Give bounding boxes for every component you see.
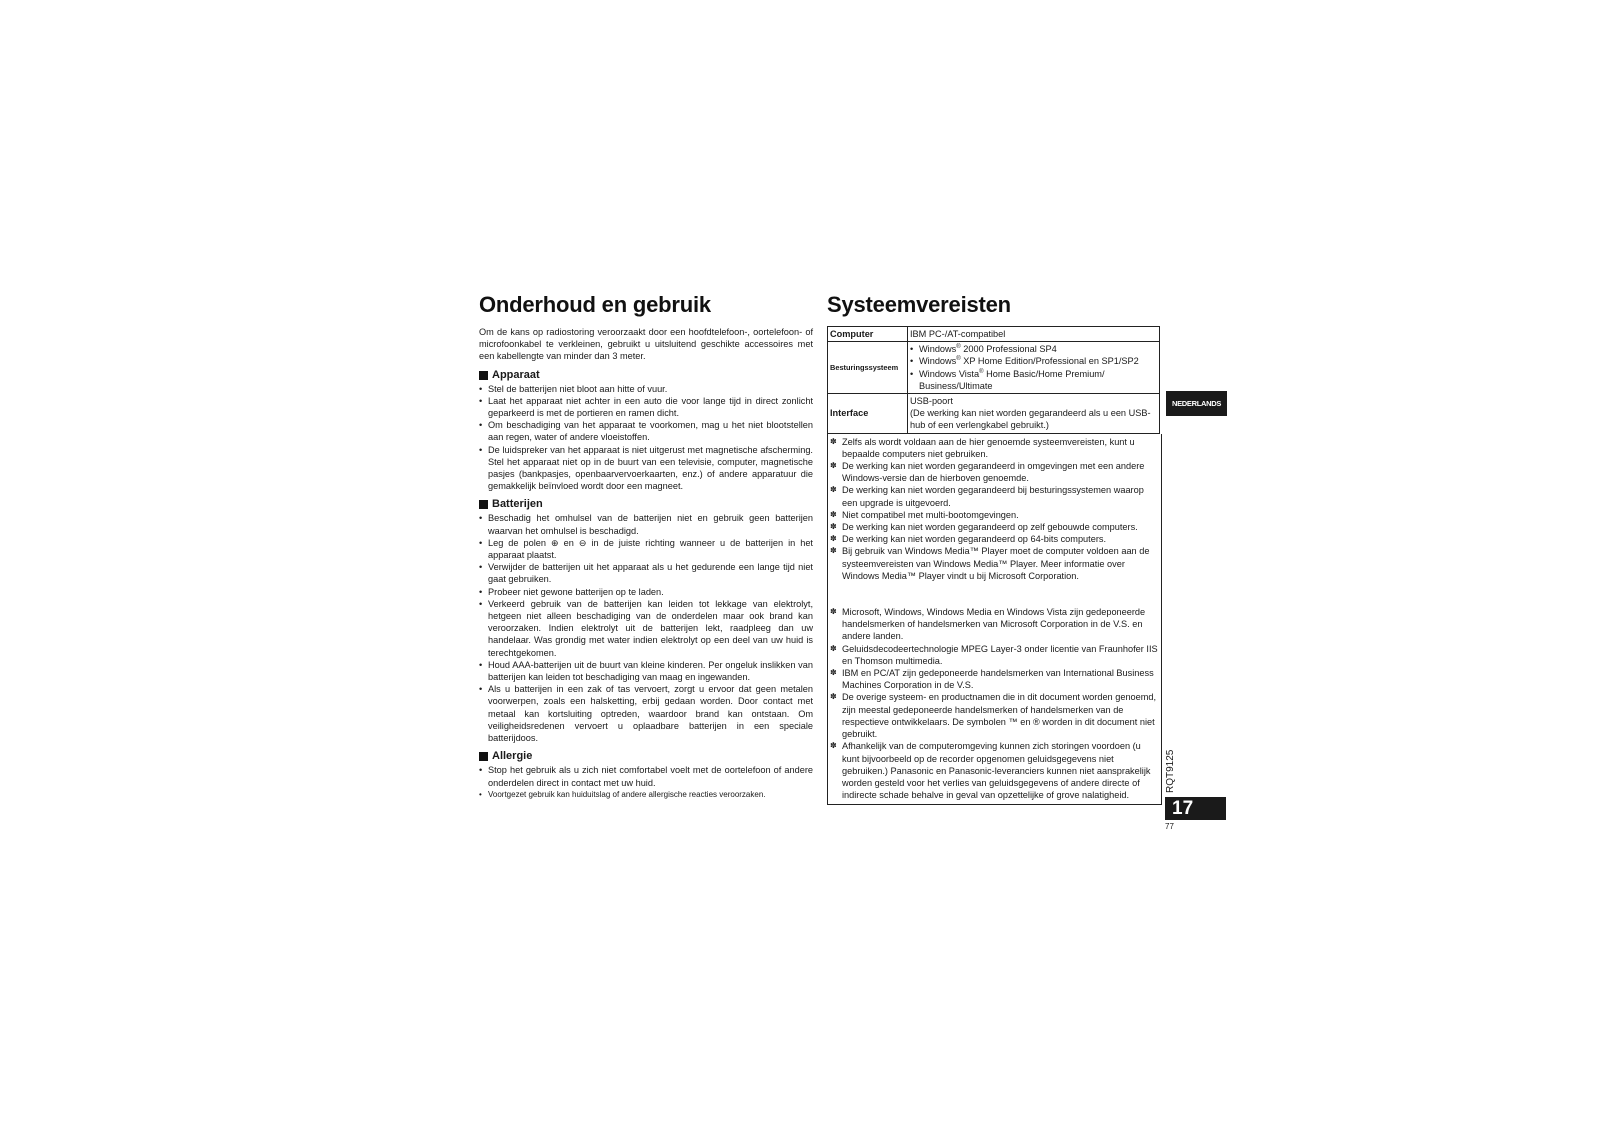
note-item: ✽ Zelfs als wordt voldaan aan de hier genoemde systeemvereisten, kunt u bepaalde computers niet gebruiken. [830,436,1159,460]
os-item: • Windows® 2000 Professional SP4 [910,343,1157,355]
list-item: • Beschadig het omhulsel van de batterijen niet en gebruik geen batterijen waarvan het omhulsel is beschadigd. [479,512,813,536]
trademark-item: ✽ IBM en PC/AT zijn gedeponeerde handelsmerken van International Business Machines Corporation in de V.S. [830,667,1159,691]
os-item-continued: Business/Ultimate [919,380,993,391]
list-item: • Voortgezet gebruik kan huiduitslag of andere allergische reacties veroorzaken. [479,789,813,801]
note-item: ✽ De werking kan niet worden gegarandeerd op 64-bits computers. [830,533,1159,545]
table-value [908,342,1160,394]
list-item: • Als u batterijen in een zak of tas vervoert, zorgt u ervoor dat geen metalen voorwerpen, zoals een halsketting, erbij gedaan worden. Door contact met metaal kan kortsluiting optreden, waardoor brand kan ontstaan. Om veiligheidsredenen vervoert u oplaadbare batterijen in een speciale batterijdoos. [479,683,813,744]
list-item: • Verwijder de batterijen uit het apparaat als u het gedurende een lange tijd niet gaat gebruiken. [479,561,813,585]
list-apparaat [479,383,813,493]
list-item: • Stop het gebruik als u zich niet comfortabel voelt met de oortelefoon of andere onderdelen direct in contact met uw huid. [479,764,813,788]
section-title-system-requirements: Systeemvereisten [827,292,1011,317]
os-item: • Windows Vista® Home Basic/Home Premium/ [910,368,1157,380]
note-item: ✽ Niet compatibel met multi-bootomgevingen. [830,509,1159,521]
note-item: ✽ De werking kan niet worden gegarandeerd op zelf gebouwde computers. [830,521,1159,533]
requirements-table [827,326,1160,434]
trademark-item: ✽ Microsoft, Windows, Windows Media en Windows Vista zijn gedeponeerde handelsmerken of handelsmerken van Microsoft Corporation in de V.S. en andere landen. [830,606,1159,643]
left-column [479,292,813,801]
square-bullet-icon [479,500,488,509]
table-value: IBM PC-/AT-compatibel [908,327,1160,342]
table-label: Computer [828,327,908,342]
table-row [828,327,1160,342]
page-sub-number: 77 [1165,822,1174,831]
list-item: • Stel de batterijen niet bloot aan hitte of vuur. [479,383,813,395]
table-value: USB-poort (De werking kan niet worden gegarandeerd als u een USB-hub of een verlengkabel gebruikt.) [908,394,1160,434]
right-column [827,292,1163,805]
square-bullet-icon [479,752,488,761]
language-tab: NEDERLANDS [1166,391,1227,416]
list-item: • De luidspreker van het apparaat is niet uitgerust met magnetische afscherming. Stel het apparaat niet op in de buurt van een televisie, computer, magnetische pasjes (bankpasjes, openbaarvervoerkaarten, enz.) of andere apparatuur die gemakkelijk beïnvloed wordt door een magneet. [479,444,813,493]
list-item: • Laat het apparaat niet achter in een auto die voor lange tijd in direct zonlicht geparkeerd is met de portieren en ramen dicht. [479,395,813,419]
heading-batterijen: Batterijen [479,498,813,511]
table-label: Besturingssysteem [828,342,908,394]
list-item: • Verkeerd gebruik van de batterijen kan leiden tot lekkage van elektrolyt, hetgeen niet alleen beschadiging van de onderdelen maar ook brand kan veroorzaken. Indien elektrolyt uit de batterijen lekt, raadpleeg dan uw handelaar. Was grondig met water indien elektrolyt op een deel van uw huid is terechtgekomen. [479,598,813,659]
note-item: ✽ De werking kan niet worden gegarandeerd in omgevingen met een andere Windows-versie dan de hierboven genoemde. [830,460,1159,484]
heading-allergie: Allergie [479,750,813,763]
list-item: • Leg de polen ⊕ en ⊖ in de juiste richting wanneer u de batterijen in het apparaat plaatst. [479,537,813,561]
trademark-item: ✽ Afhankelijk van de computeromgeving kunnen zich storingen voordoen (u kunt bijvoorbeeld op de recorder opgenomen geluidsgegevens niet gebruiken.) Panasonic en Panasonic-leveranciers kunnen niet aansprakelijk worden gesteld voor het verlies van geluidsgegevens of andere directe of indirecte schade behalve in geval van opzettelijke of grove nalatigheid. [830,740,1159,801]
note-item: ✽ Bij gebruik van Windows Media™ Player moet de computer voldoen aan de systeemvereisten van Windows Media™ Player. Meer informatie over Windows Media™ Player vindt u bij Microsoft Corporation. [830,545,1159,582]
note-item: ✽ De werking kan niet worden gegarandeerd bij besturingssystemen waarop een upgrade is uitgevoerd. [830,484,1159,508]
list-item: • Om beschadiging van het apparaat te voorkomen, mag u het niet blootstellen aan regen, water of andere vloeistoffen. [479,419,813,443]
heading-apparaat: Apparaat [479,369,813,382]
list-allergie [479,764,813,801]
trademark-item: ✽ Geluidsdecodeertechnologie MPEG Layer-3 onder licentie van Fraunhofer IIS en Thomson multimedia. [830,643,1159,667]
page-number: 17 [1165,797,1226,820]
os-item: • Windows® XP Home Edition/Professional en SP1/SP2 [910,355,1157,367]
document-code: RQT9125 [1165,749,1176,793]
intro-paragraph: Om de kans op radiostoring veroorzaakt door een hoofdtelefoon-, oortelefoon- of microfoonkabel te verkleinen, gebruikt u uitsluitend geschikte accessoires met een kabellengte van minder dan 3 meter. [479,327,813,362]
section-title-maintenance: Onderhoud en gebruik [479,292,711,317]
list-item: • Houd AAA-batterijen uit de buurt van kleine kinderen. Per ongeluk inslikken van batterijen kan leiden tot beschadiging van maag en ingewanden. [479,659,813,683]
list-item: • Probeer niet gewone batterijen op te laden. [479,586,813,598]
notes-box [827,434,1162,806]
trademark-item: ✽ De overige systeem- en productnamen die in dit document worden genoemd, zijn meestal gedeponeerde handelsmerken of handelsmerken van de respectieve ontwikkelaars. De symbolen ™ en ® worden in dit document niet gebruikt. [830,691,1159,740]
table-label: Interface [828,394,908,434]
table-row [828,394,1160,434]
square-bullet-icon [479,371,488,380]
table-row [828,342,1160,394]
list-batterijen [479,512,813,744]
